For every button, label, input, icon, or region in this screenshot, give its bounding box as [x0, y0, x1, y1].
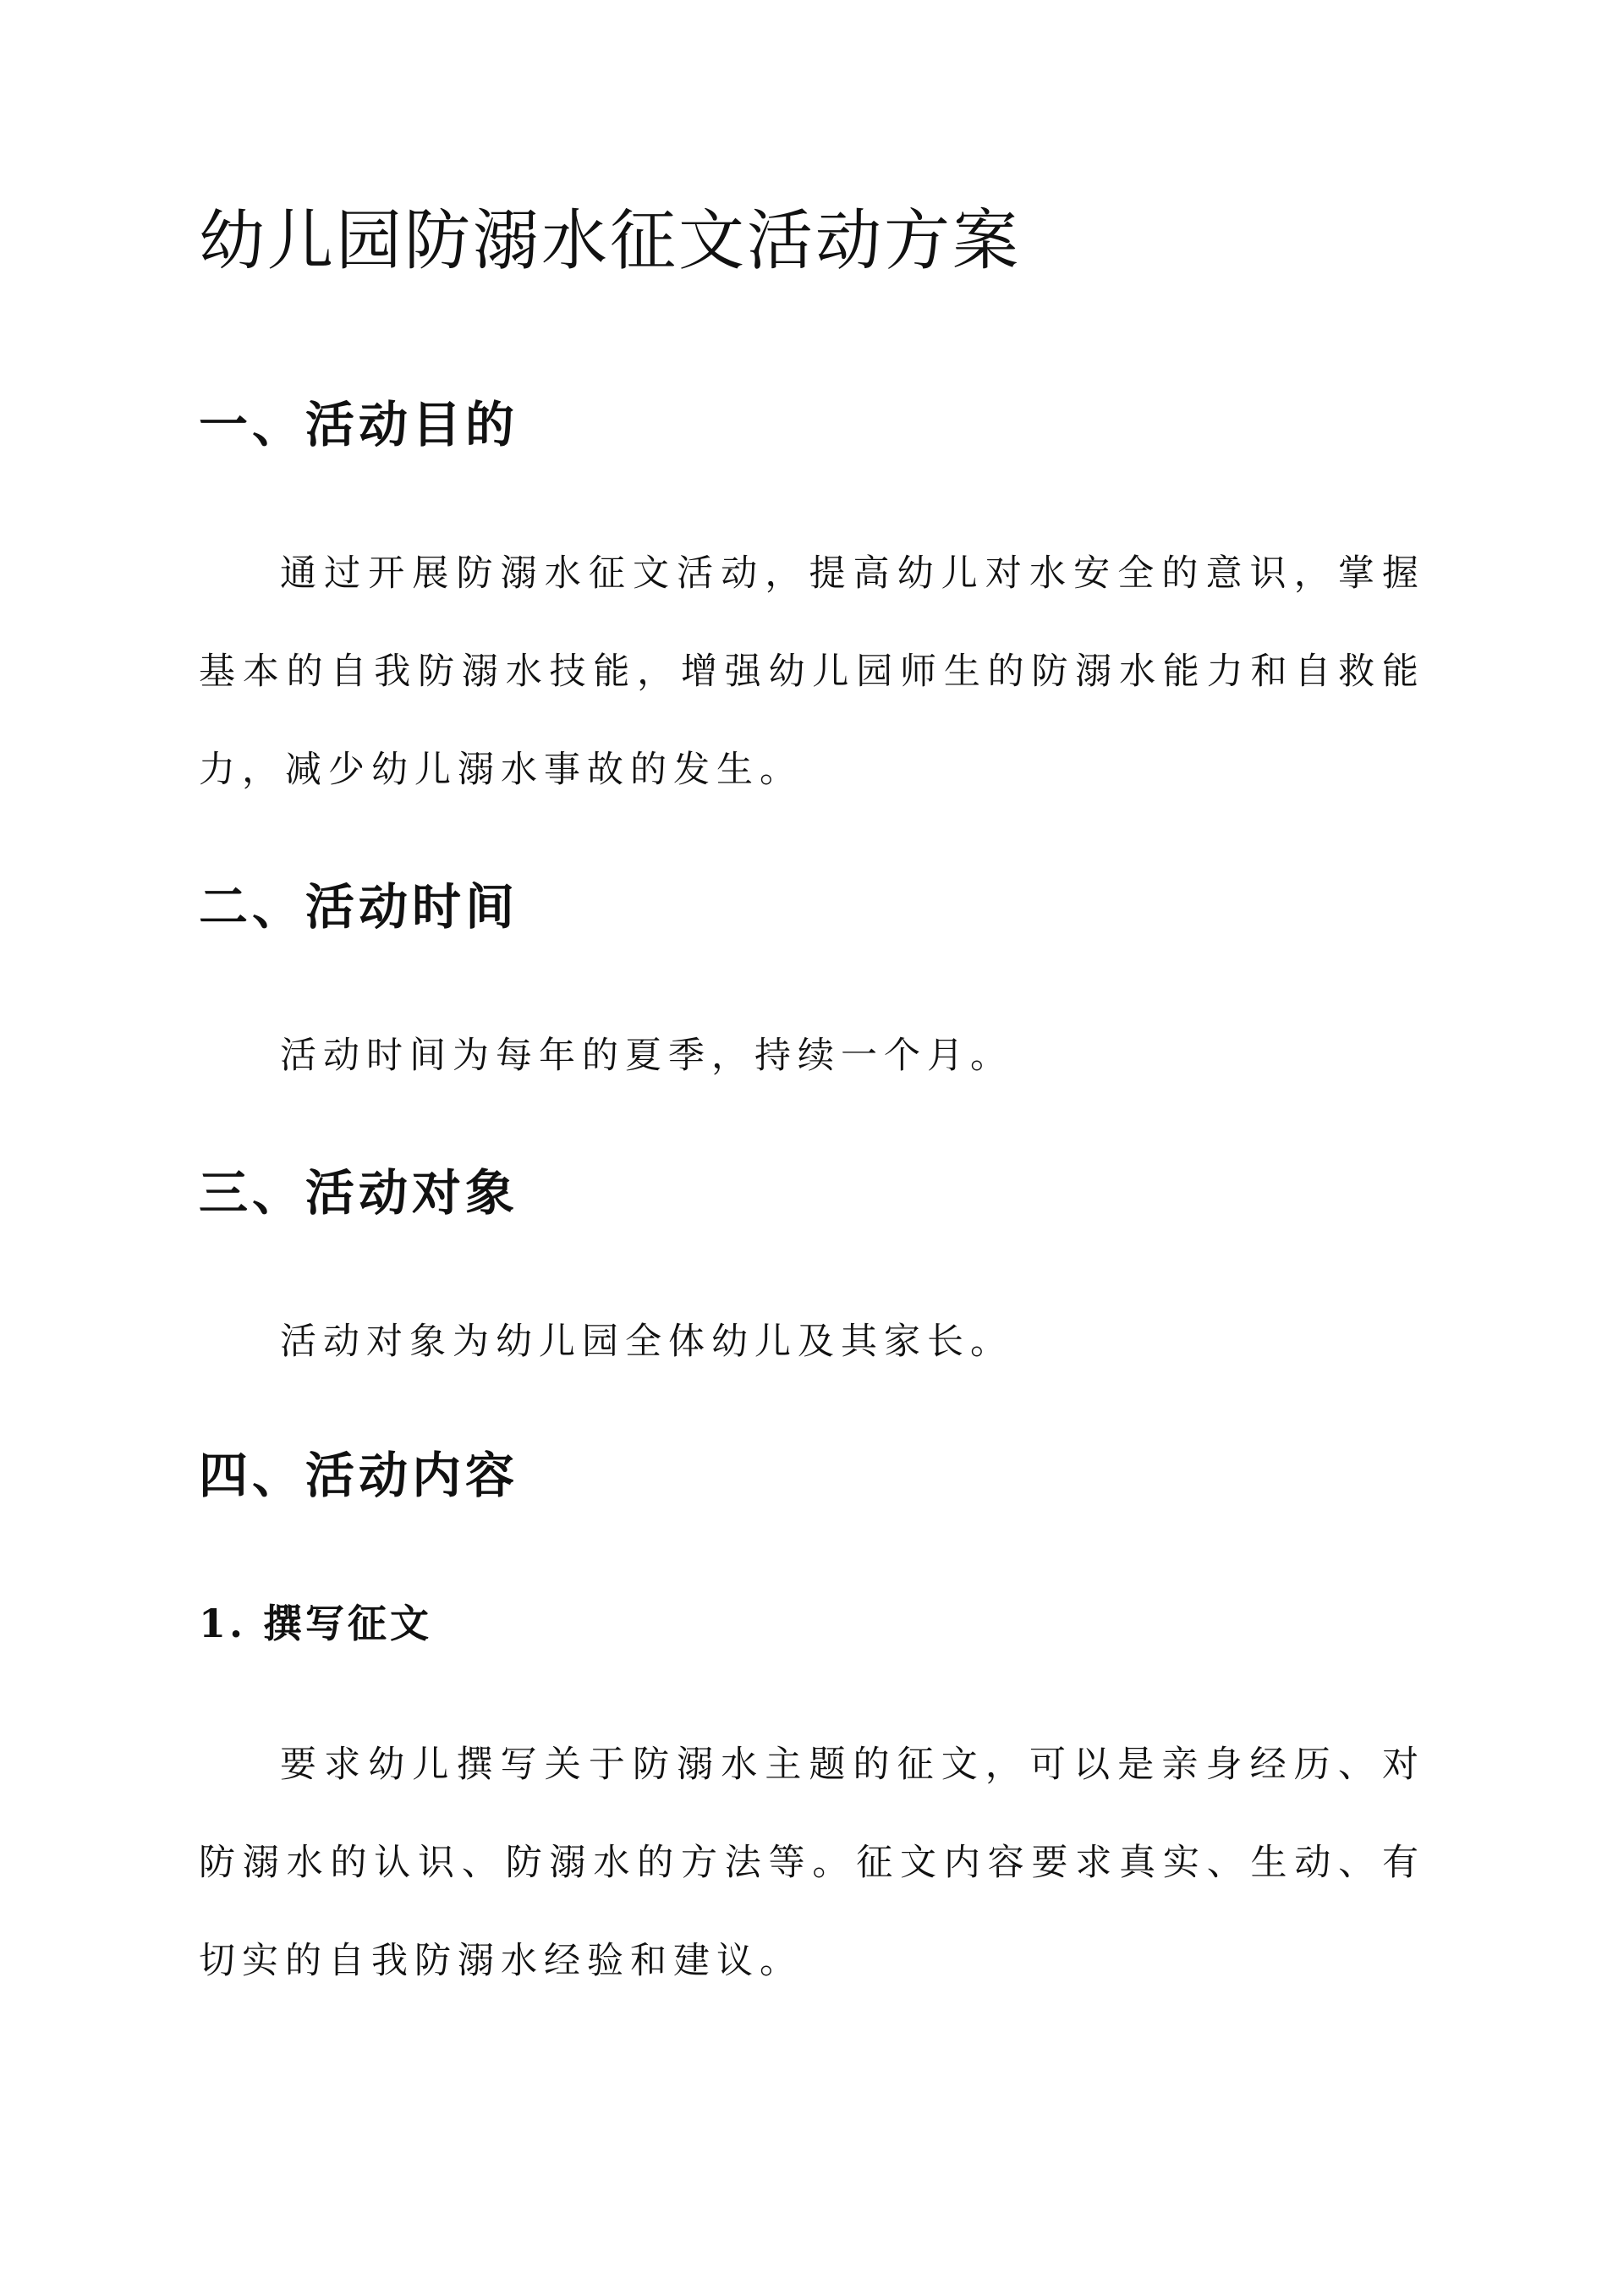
subsection-heading-write-essay: 1. 撰写征文: [199, 1601, 433, 1646]
activity-time-paragraph: 活动时间为每年的夏季，持续一个月。: [280, 1035, 1013, 1077]
activity-target-paragraph: 活动对象为幼儿园全体幼儿及其家长。: [280, 1321, 1013, 1363]
section-heading-activity-purpose: 一、活动目的: [199, 396, 519, 453]
section-heading-activity-content: 四、活动内容: [199, 1447, 519, 1504]
document-title: 幼儿园防溺水征文活动方案: [199, 203, 1022, 279]
write-essay-paragraph: 要求幼儿撰写关于防溺水主题的征文，可以是亲身经历、对防溺水的认识、防溺水的方法等。征文内容要求真实、生动、有切实的自我防溺水经验和建议。: [199, 1744, 1425, 1982]
section-heading-activity-target: 三、活动对象: [199, 1164, 519, 1222]
section-heading-activity-time: 二、活动时间: [199, 878, 519, 936]
activity-purpose-paragraph: 通过开展防溺水征文活动，提高幼儿对水安全的意识，掌握基本的自我防溺水技能，增强幼儿园师生的防溺水能力和自救能力，减少幼儿溺水事故的发生。: [199, 552, 1425, 791]
